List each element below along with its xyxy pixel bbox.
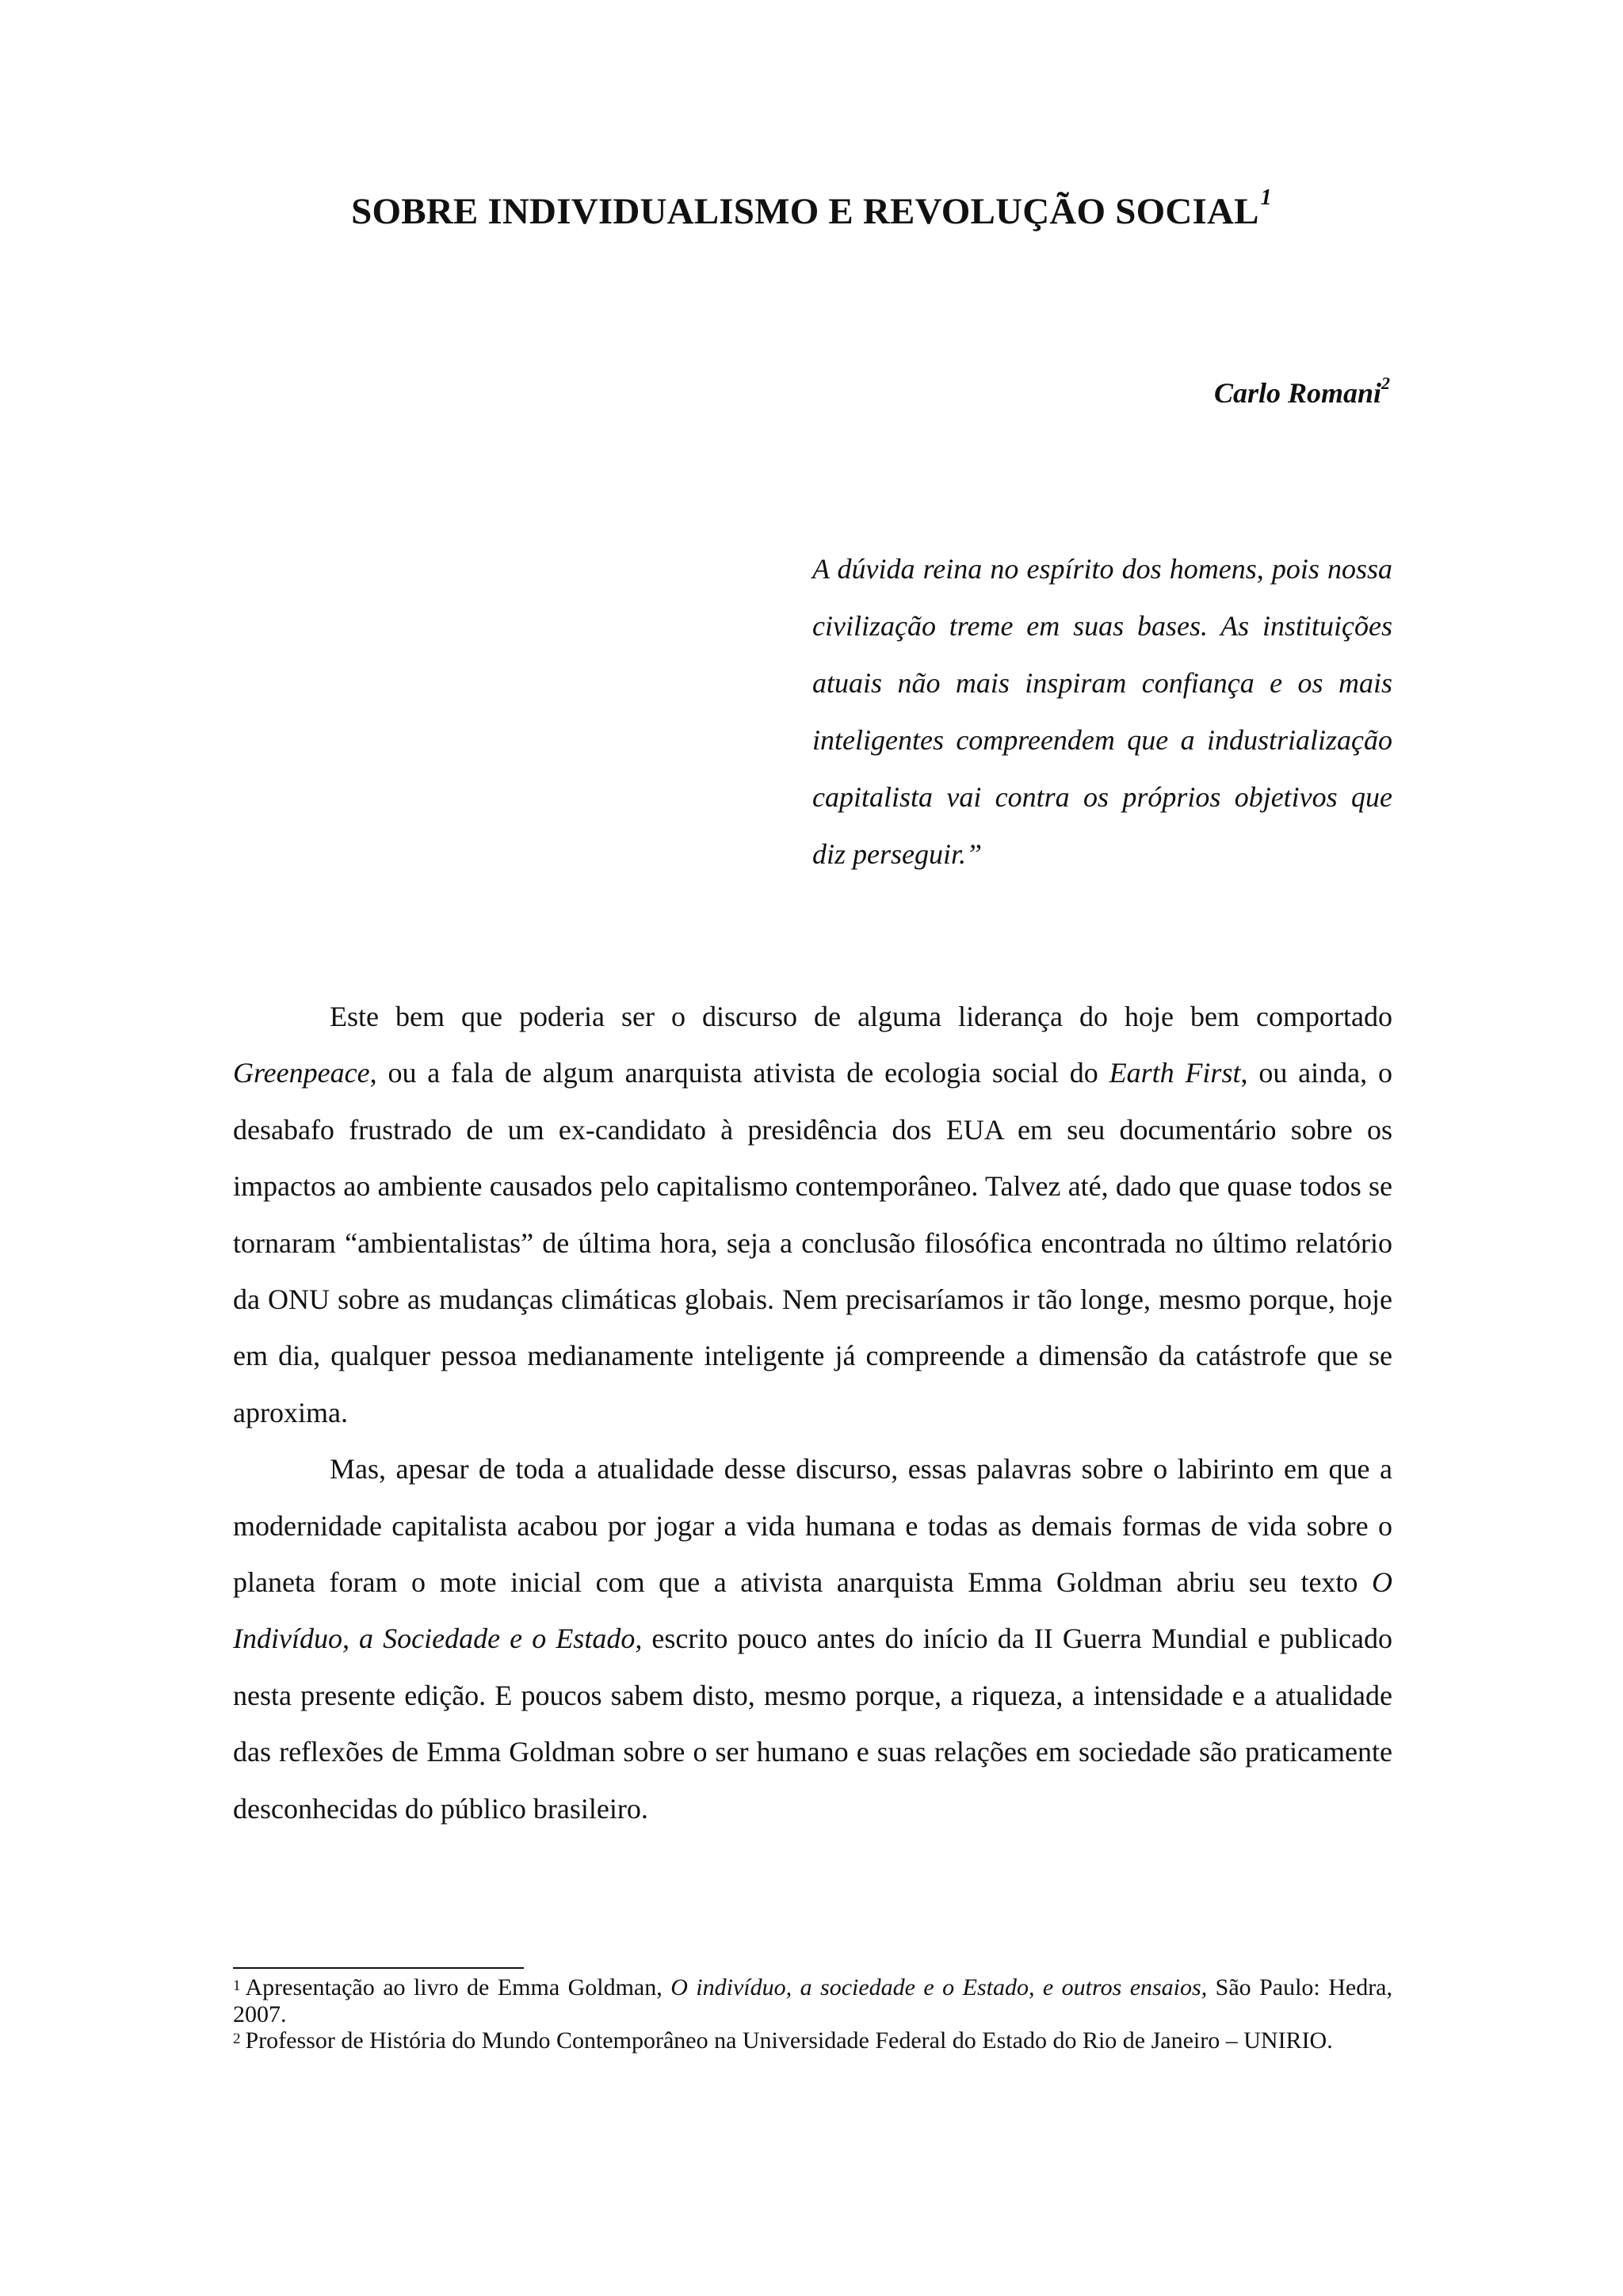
author-name bbox=[1213, 373, 1390, 410]
paragraph-1-text-c: , ou ainda, o desabafo frustrado de um ex-candidato à presidência dos EUA em seu documentário sobre os impactos ao ambiente causados pelo capitalismo contemporâneo. Talvez até, dado que quase todos se tornaram “ambientalistas” de última hora, seja a conclusão filosófica encontrada no último relatório da ONU sobre as mudanças climáticas globais. Nem precisaríamos ir tão longe, mesmo porque, hoje em dia, qualquer pessoa medianamente inteligente já compreende a dimensão da catástrofe que se aproxima. bbox=[233, 1057, 1392, 1428]
footnote-1 bbox=[233, 1974, 1392, 2027]
title-footnote-marker: 1 bbox=[1260, 185, 1272, 210]
footnote-2-text: Professor de História do Mundo Contemporâneo na Universidade Federal do Estado do Rio de Janeiro – UNIRIO. bbox=[245, 2027, 1333, 2054]
footnote-2 bbox=[233, 2027, 1392, 2054]
document-title bbox=[0, 185, 1623, 233]
paragraph-2-book-title: O Indivíduo, a Sociedade e o Estado, bbox=[233, 1566, 1392, 1655]
paragraph-2 bbox=[233, 1441, 1392, 1837]
title-text: SOBRE INDIVIDUALISMO E REVOLUÇÃO SOCIAL bbox=[351, 191, 1259, 232]
footnote-1-book-title: O indivíduo, a sociedade e o Estado, e outros ensaios, bbox=[670, 1974, 1208, 2000]
paragraph-1-earth-first: Earth First bbox=[1109, 1057, 1241, 1089]
author-footnote-marker: 2 bbox=[1381, 373, 1390, 393]
footnote-1-text-a: Apresentação ao livro de Emma Goldman, bbox=[245, 1974, 671, 2000]
paragraph-1-text-a: Este bem que poderia ser o discurso de alguma liderança do hoje bem comportado bbox=[330, 1001, 1392, 1032]
paragraph-1-text-b: , ou a fala de algum anarquista ativista de ecologia social do bbox=[369, 1057, 1109, 1089]
footnote-separator bbox=[233, 1967, 524, 1969]
author-text: Carlo Romani bbox=[1213, 377, 1381, 409]
body-text bbox=[233, 989, 1392, 1837]
paragraph-2-text-b: escrito pouco antes do início da II Guerra Mundial e publicado nesta presente edição. E poucos sabem disto, mesmo porque, a riqueza, a intensidade e a atualidade das reflexões de Emma Goldman sobre o ser humano e suas relações em sociedade são praticamente desconhecidas do público brasileiro. bbox=[233, 1623, 1392, 1825]
paragraph-1-greenpeace: Greenpeace bbox=[233, 1057, 370, 1089]
footnote-1-text-b: São Paulo: Hedra, 2007. bbox=[233, 1974, 1393, 2027]
footnote-1-number: 1 bbox=[233, 1978, 241, 1994]
paragraph-2-text-a: Mas, apesar de toda a atualidade desse discurso, essas palavras sobre o labirinto em que a modernidade capitalista acabou por jogar a vida humana e todas as demais formas de vida sobre o planeta foram o mote inicial com que a ativista anarquista Emma Goldman abriu seu texto bbox=[233, 1453, 1392, 1599]
footnotes bbox=[233, 1974, 1392, 2054]
paragraph-1 bbox=[233, 989, 1392, 1441]
epigraph-quote: A dúvida reina no espírito dos homens, pois nossa civilização treme em suas bases. As instituições atuais não mais inspiram confiança e os mais inteligentes compreendem que a industrialização capitalista vai contra os próprios objetivos que diz perseguir.” bbox=[812, 553, 1392, 870]
footnote-2-number: 2 bbox=[233, 2031, 241, 2047]
